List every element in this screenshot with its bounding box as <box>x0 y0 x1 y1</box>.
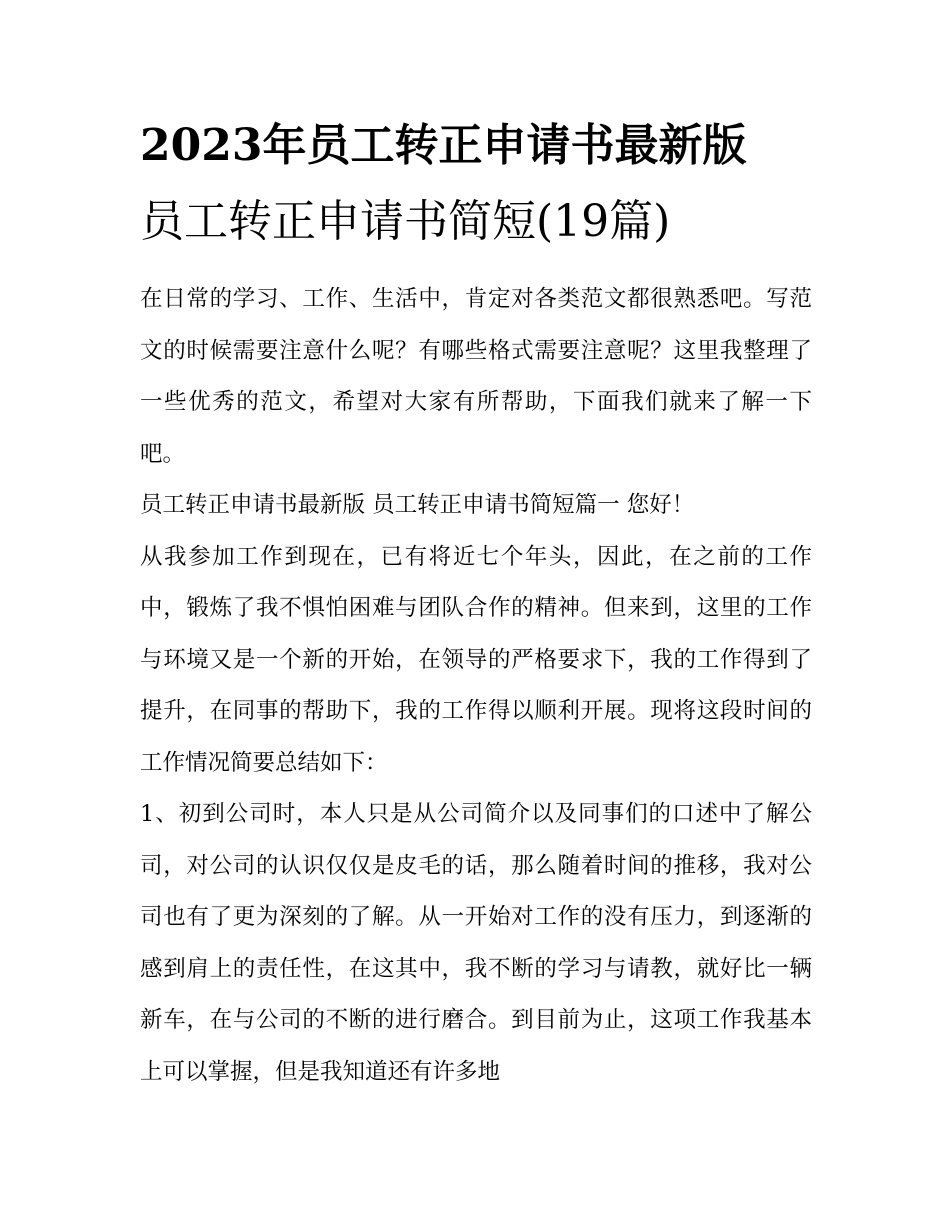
intro-paragraph: 在日常的学习、工作、生活中，肯定对各类范文都很熟悉吧。写范文的时候需要注意什么呢？有哪些格式需要注意呢？这里我整理了一些优秀的范文，希望对大家有所帮助，下面我们就来了解一下吧。 <box>140 286 812 467</box>
title-line-2: 员工转正申请书简短(19篇) <box>140 196 671 247</box>
work-summary-paragraph: 从我参加工作到现在，已有将近七个年头，因此，在之前的工作中，锻炼了我不惧怕困难与团队合作的精神。但来到，这里的工作与环境又是一个新的开始，在领导的严格要求下，我的工作得到了提升，在同事的帮助下，我的工作得以顺利开展。现将这段时间的工作情况简要总结如下： <box>140 543 812 776</box>
document-page <box>140 108 812 1098</box>
section-heading-paragraph: 员工转正申请书最新版 员工转正申请书简短篇一 您好！ <box>140 492 695 518</box>
document-body <box>140 274 812 1098</box>
point-one-paragraph: 1、初到公司时，本人只是从公司简介以及同事们的口述中了解公司，对公司的认识仅仅是皮毛的话，那么随着时间的推移，我对公司也有了更为深刻的了解。从一开始对工作的没有压力，到逐渐的感到肩上的责任性，在这其中，我不断的学习与请教，就好比一辆新车，在与公司的不断的进行磨合。到目前为止，这项工作我基本上可以掌握，但是我知道还有许多地 <box>140 801 812 1085</box>
document-title <box>140 108 812 260</box>
title-line-1: 2023年员工转正申请书最新版 <box>140 120 747 171</box>
